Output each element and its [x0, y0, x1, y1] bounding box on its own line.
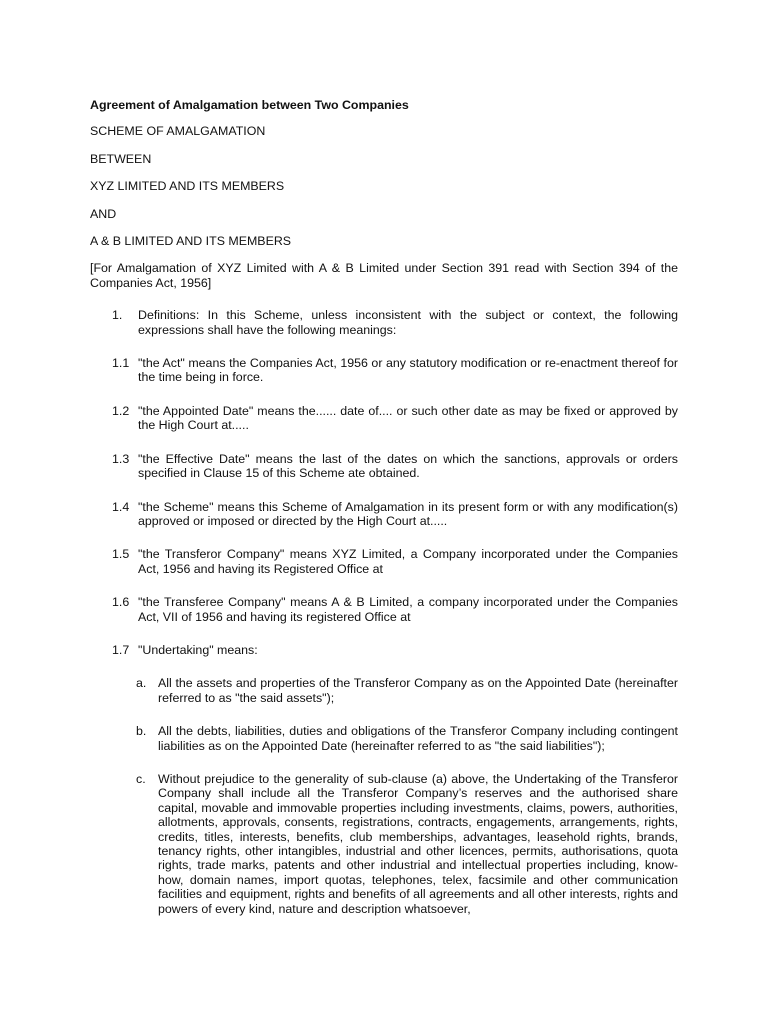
subclause-1-4 — [90, 500, 678, 529]
clause-text: "the Appointed Date" means the...... date of.... or such other date as may be fixed or approved by the High Court at..... — [138, 403, 678, 433]
heading-scheme: SCHEME OF AMALGAMATION — [90, 124, 266, 139]
clause-text: "the Act" means the Companies Act, 1956 or any statutory modification or re-enactment thereof for the time being in force. — [138, 356, 678, 385]
clause-number: 1.4 — [112, 499, 130, 514]
clause-text: Definitions: In this Scheme, unless inconsistent with the subject or context, the following expressions shall have the following meanings: — [138, 308, 678, 337]
clause-number: 1.7 — [112, 642, 130, 657]
clause-text: "the Transferee Company" means A & B Limited, a company incorporated under the Companies Act, VII of 1956 and having its registered Office at — [138, 595, 678, 624]
subclause-1-1 — [90, 356, 678, 385]
clause-number: 1.6 — [112, 595, 130, 610]
clause-number: 1.1 — [112, 356, 130, 371]
list-marker: c. — [136, 771, 146, 786]
clause-number: 1.2 — [112, 403, 130, 418]
list-marker: a. — [136, 676, 147, 691]
document-page — [90, 98, 678, 916]
subclause-1-6 — [90, 595, 678, 624]
clause-text: "the Scheme" means this Scheme of Amalgamation in its present form or with any modification(s) approved or imposed or directed by the High Court at..... — [138, 499, 678, 528]
clause-text: "the Effective Date" means the last of the dates on which the sanctions, approvals or orders specified in Clause 15 of this Scheme ate obtained. — [138, 451, 678, 481]
subclause-1-7 — [90, 643, 678, 657]
list-item-text: Without prejudice to the generality of sub-clause (a) above, the Undertaking of the Transferor Company shall include all the Transferor Company’s reserves and the authorised share capital, movable and immovable properties including investments, claims, powers, authorities, allotments, approvals, consents, registrations, contracts, engagements, arrangements, rights, credits, titles, interests, benefits, club memberships, advantages, leasehold rights, brands, tenancy rights, other intangibles, industrial and other licences, permits, authorisations, quota rights, trade marks, patents and other industrial and intellectual properties including, know-how, domain names, import quotas, telephones, telex, facsimile and other communication facilities and equipment, rights and benefits of all agreements and all other interests, rights and powers of every kind, nature and description whatsoever, — [158, 771, 678, 916]
list-marker: b. — [136, 724, 147, 739]
list-item-a — [90, 676, 678, 705]
preamble: [For Amalgamation of XYZ Limited with A & B Limited under Section 391 read with Section 394 of the Companies Act, 1956] — [90, 261, 678, 290]
clause-number: 1. — [112, 308, 123, 323]
list-item-text: All the assets and properties of the Transferor Company as on the Appointed Date (hereinafter referred to as "the said assets"); — [158, 676, 678, 705]
clause-number: 1.5 — [112, 547, 130, 562]
list-item-text: All the debts, liabilities, duties and obligations of the Transferor Company including contingent liabilities as on the Appointed Date (hereinafter referred to as "the said liabilities"); — [158, 724, 678, 753]
clause-1 — [90, 308, 678, 337]
list-item-c — [90, 772, 678, 916]
document-title: Agreement of Amalgamation between Two Companies — [90, 98, 409, 112]
heading-and: AND — [90, 206, 117, 221]
heading-party-one: XYZ LIMITED AND ITS MEMBERS — [90, 179, 285, 194]
clause-text: "the Transferor Company" means XYZ Limited, a Company incorporated under the Companies Act, 1956 and having its Registered Office at — [138, 547, 678, 576]
list-item-b — [90, 724, 678, 753]
subclause-1-3 — [90, 452, 678, 481]
heading-between: BETWEEN — [90, 151, 152, 166]
subclause-1-2 — [90, 404, 678, 433]
subclause-1-5 — [90, 547, 678, 576]
heading-party-two: A & B LIMITED AND ITS MEMBERS — [90, 234, 292, 249]
clause-number: 1.3 — [112, 451, 130, 466]
clause-text: "Undertaking" means: — [138, 642, 258, 657]
